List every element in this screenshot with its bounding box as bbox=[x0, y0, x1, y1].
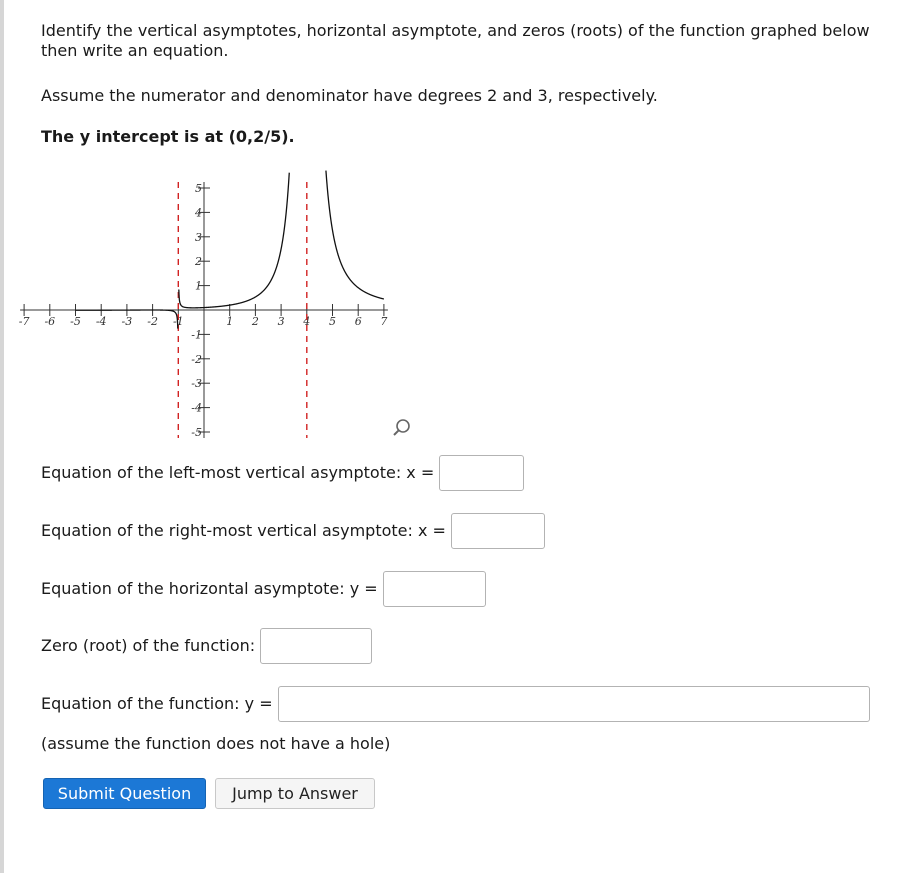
curve-right-branch bbox=[326, 171, 384, 299]
x-tick-label: 1 bbox=[226, 315, 234, 328]
function-graph bbox=[18, 180, 420, 440]
right-va-label: Equation of the right-most vertical asymptote: x = bbox=[41, 521, 446, 540]
y-tick-label: 2 bbox=[195, 255, 202, 269]
left-va-row bbox=[41, 455, 524, 491]
y-tick-label: 5 bbox=[195, 182, 202, 195]
zero-input[interactable] bbox=[260, 628, 372, 664]
submit-question-button[interactable]: Submit Question bbox=[43, 778, 206, 809]
function-curves bbox=[76, 171, 384, 329]
ha-input[interactable] bbox=[383, 571, 486, 607]
question-line1: Identify the vertical asymptotes, horizontal asymptote, and zeros (roots) of the function graphed below bbox=[41, 21, 870, 40]
left-va-input[interactable] bbox=[439, 455, 524, 491]
x-tick-label: 2 bbox=[251, 315, 259, 328]
zero-label: Zero (root) of the function: bbox=[41, 636, 256, 655]
x-tick-label: -6 bbox=[44, 315, 56, 328]
question-line1b: then write an equation. bbox=[41, 41, 229, 60]
y-tick-label: 1 bbox=[195, 279, 202, 293]
x-tick-label: -3 bbox=[121, 315, 133, 328]
left-va-label: Equation of the left-most vertical asymptote: x = bbox=[41, 463, 435, 482]
right-va-input[interactable] bbox=[451, 513, 545, 549]
zero-row bbox=[41, 628, 372, 664]
x-tick-label: 6 bbox=[354, 315, 362, 328]
magnifier-icon[interactable] bbox=[394, 420, 409, 435]
ha-row bbox=[41, 571, 486, 607]
ha-label: Equation of the horizontal asymptote: y = bbox=[41, 579, 378, 598]
y-tick-label: -1 bbox=[191, 328, 202, 342]
x-tick-label: -7 bbox=[18, 315, 30, 328]
x-tick-label: 3 bbox=[277, 315, 285, 328]
left-border bbox=[0, 0, 4, 873]
x-tick-label: -5 bbox=[70, 315, 81, 328]
x-tick-label: -1 bbox=[172, 315, 184, 328]
question-text-line1 bbox=[41, 21, 870, 61]
y-tick-label: -4 bbox=[191, 401, 202, 415]
question-text-line2: Assume the numerator and denominator have degrees 2 and 3, respectively. bbox=[41, 86, 658, 105]
x-tick-label: 4 bbox=[303, 315, 311, 328]
no-hole-note: (assume the function does not have a hole) bbox=[41, 734, 391, 753]
y-tick-label: -5 bbox=[191, 426, 202, 439]
x-tick-label: 5 bbox=[329, 315, 336, 328]
x-tick-label: -4 bbox=[95, 315, 107, 328]
equation-input[interactable] bbox=[278, 686, 870, 722]
y-tick-label: -3 bbox=[191, 377, 202, 391]
jump-to-answer-button[interactable]: Jump to Answer bbox=[215, 778, 375, 809]
equation-label: Equation of the function: y = bbox=[41, 694, 273, 713]
y-intercept-text: The y intercept is at (0,2/5). bbox=[41, 127, 295, 146]
x-tick-label: 7 bbox=[380, 315, 388, 328]
y-tick-label: 3 bbox=[195, 230, 202, 244]
right-va-row bbox=[41, 513, 545, 549]
x-tick-label: -2 bbox=[147, 315, 158, 328]
equation-row bbox=[41, 686, 870, 722]
y-tick-label: -2 bbox=[191, 352, 202, 366]
y-tick-label: 4 bbox=[195, 206, 202, 220]
